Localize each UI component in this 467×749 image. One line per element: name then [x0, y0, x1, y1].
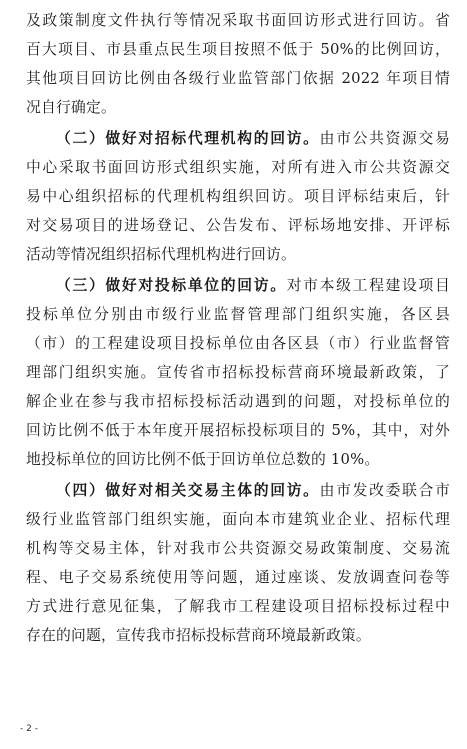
text-line: （市）的工程建设项目投标单位由各区县（市）行业监督管 [26, 335, 450, 352]
text-line: 况自行确定。 [26, 99, 116, 116]
text-line: 存在的问题，宣传我市招标投标营商环境最新政策。 [26, 627, 371, 644]
section-heading: （三）做好对投标单位的回访。 [56, 277, 287, 294]
text-fragment: 由市发改委联合市 [319, 482, 450, 499]
paragraph-market-entity-visit [26, 476, 450, 650]
paragraph-bidder-visit [26, 271, 450, 474]
text-fragment: 对市本级工程建设项目 [286, 277, 450, 294]
text-line [26, 124, 450, 153]
text-line: 其他项目回访比例由各级行业监管部门依据 2022 年项目情 [26, 70, 450, 87]
text-line [26, 271, 450, 300]
paragraph-policy-visit [26, 6, 450, 122]
text-line: 及政策制度文件执行等情况采取书面回访形式进行回访。省 [26, 12, 450, 29]
text-line: 理部门组织实施。宣传省市招标投标营商环境最新政策，了 [26, 364, 450, 381]
text-line: 程、电子交易系统使用等问题，通过座谈、发放调查问卷等 [26, 569, 450, 586]
text-fragment: 由市公共资源交易 [319, 130, 450, 147]
text-line: 活动等情况组织招标代理机构进行回访。 [26, 246, 296, 263]
text-line: 方式进行意见征集，了解我市工程建设项目招标投标过程中 [26, 598, 450, 615]
text-line: 机构等交易主体，针对我市公共资源交易政策制度、交易流 [26, 540, 450, 557]
text-line: 投标单位分别由市级行业监督管理部门组织实施，各区县 [26, 306, 450, 323]
text-line: 百大项目、市县重点民生项目按照不低于 50%的比例回访， [26, 41, 450, 58]
text-line: 解企业在参与我市招标投标活动遇到的问题，对投标单位的 [26, 393, 450, 410]
paragraph-agency-visit [26, 124, 450, 269]
text-line: 级行业监管部门组织实施，面向本市建筑业企业、招标代理 [26, 511, 450, 528]
text-line: 地投标单位的回访比例不低于回访单位总数的 10%。 [26, 451, 380, 468]
text-line: 易中心组织招标的代理机构组织回访。项目评标结束后，针 [26, 188, 450, 205]
document-page [26, 6, 450, 650]
text-line: 回访比例不低于本年度开展招标投标项目的 5%，其中，对外 [26, 422, 450, 439]
text-line [26, 476, 450, 505]
section-heading: （二）做好对招标代理机构的回访。 [56, 130, 320, 147]
text-line: 对交易项目的进场登记、公告发布、评标场地安排、开评标 [26, 217, 450, 234]
text-line: 中心采取书面回访形式组织实施，对所有进入市公共资源交 [26, 159, 450, 176]
section-heading: （四）做好对相关交易主体的回访。 [56, 482, 320, 499]
page-number: - 2 - [20, 724, 38, 734]
